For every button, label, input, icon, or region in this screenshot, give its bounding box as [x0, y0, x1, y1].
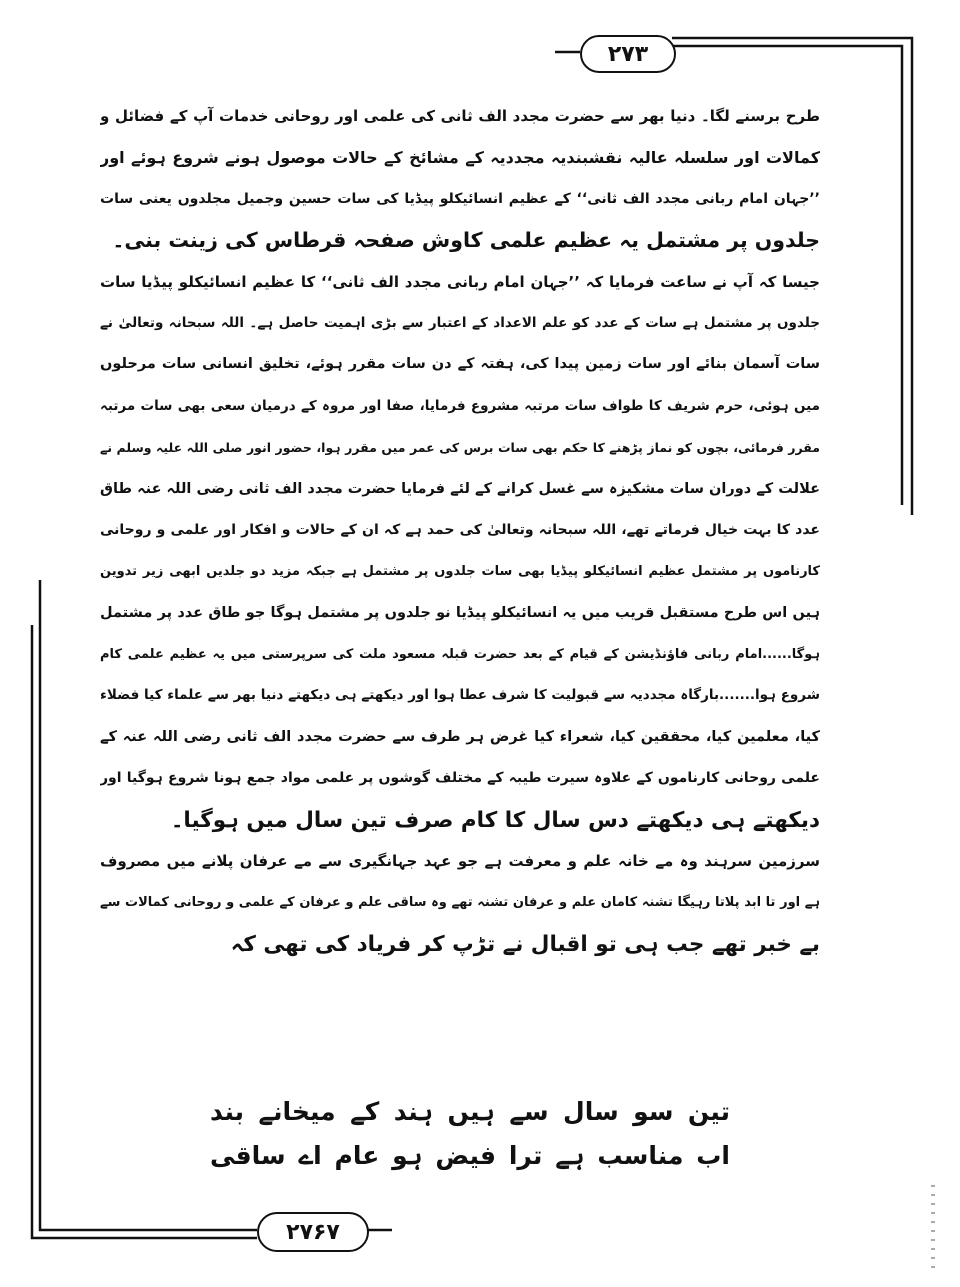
text-line: جلدوں پر مشتمل یہ عظیم علمی کاوش صفحہ قرطاس کی زینت بنی۔	[112, 228, 820, 253]
text-line: علمی روحانی کارناموں کے علاوہ سیرت طیبہ کے مختلف گوشوں پر علمی مواد جمع ہونا شروع ہوگیا اور	[100, 770, 820, 787]
text-line: کمالات اور سلسلہ عالیہ نقشبندیہ مجددیہ کے مشائخ کے حالات موصول ہونے شروع ہوئے اور	[100, 148, 820, 168]
text-line: جلدوں پر مشتمل ہے سات کے عدد کو علم الاعداد کے اعتبار سے بڑی اہمیت حاصل ہے۔ اللہ سبحانہ وتعالیٰ نے	[100, 314, 820, 331]
text-line: دیکھتے ہی دیکھتے دس سال کا کام صرف تین سال میں ہوگیا۔	[170, 807, 820, 833]
text-line: ہے اور تا ابد پلاتا رہیگا تشنہ کامان علم و عرفان تشنہ تھے وہ ساقی علم و عرفان کے علمی و روحانی کمالات سے	[100, 895, 820, 911]
text-line: ہوگا......امام ربانی فاؤنڈیشن کے قیام کے بعد حضرت قبلہ مسعود ملت کی سرپرستی میں یہ عظیم علمی کام	[100, 647, 820, 663]
text-line: عدد کا بہت خیال فرماتے تھے، اللہ سبحانہ وتعالیٰ کی حمد ہے کہ ان کے حالات و افکار اور علمی و روحانی	[100, 521, 820, 538]
text-line: طرح برسنے لگا۔ دنیا بھر سے حضرت مجدد الف ثانی کی علمی اور روحانی خدمات آپ کے فضائل و	[100, 107, 820, 125]
text-line: سات آسمان بنائے اور سات زمین پیدا کی، ہفتہ کے دن سات مقرر ہوئے، تخلیق انسانی سات مرحلوں	[100, 356, 820, 373]
bottom-page-number: ۲۷۶۷	[257, 1212, 369, 1252]
text-line: کیا، معلمین کیا، محققین کیا، شعراء کیا غرض ہر طرف سے حضرت مجدد الف ثانی رضی اللہ عنہ کے	[100, 728, 820, 745]
poetry-couplet	[210, 1090, 730, 1178]
verse-line-1: تین سو سال سے ہیں ہند کے میخانے بند	[210, 1097, 730, 1126]
text-line: ’’جہان امام ربانی مجدد الف ثانی‘‘ کے عظیم انسائیکلو پیڈیا کی سات حسین وجمیل مجلدوں یعنی سات	[100, 190, 820, 207]
text-line: علالت کے دوران سات مشکیزہ سے غسل کرانے کے لئے فرمایا حضرت مجدد الف ثانی رضی اللہ عنہ طاق	[100, 480, 820, 497]
text-line: سرزمین سرہند وہ مے خانہ علم و معرفت ہے جو عہد جہانگیری سے مے عرفان پلانے میں مصروف	[100, 852, 820, 871]
text-line: میں ہوئی، حرم شریف کا طواف سات مرتبہ مشروع فرمایا، صفا اور مروہ کے درمیان سعی بھی سات مرتبہ	[100, 397, 820, 414]
body-text	[100, 96, 820, 965]
text-line: ہیں اس طرح مستقبل قریب میں یہ انسائیکلو پیڈیا نو جلدوں پر مشتمل ہوگا جو طاق عدد پر مشتمل	[100, 604, 820, 621]
text-line: کارناموں پر مشتمل عظیم انسائیکلو پیڈیا بھی سات جلدوں پر مشتمل ہے جبکہ مزید دو جلدیں ابھی زیر تدوین	[100, 564, 820, 580]
verse-line-2: اب مناسب ہے ترا فیض ہو عام اے ساقی	[210, 1141, 730, 1170]
text-line: مقرر فرمائی، بچوں کو نماز پڑھنے کا حکم بھی سات برس کی عمر میں مقرر ہوا، حضور انور صلی اللہ علیہ وسلم نے	[100, 440, 820, 456]
scan-margin-dots	[931, 1185, 935, 1275]
top-page-number: ۲۷۳	[580, 35, 676, 73]
text-line: بے خبر تھے جب ہی تو اقبال نے تڑپ کر فریاد کی تھی کہ	[230, 931, 820, 957]
text-line: جیسا کہ آپ نے ساعت فرمایا کہ ’’جہان امام ربانی مجدد الف ثانی‘‘ کا عظیم انسائیکلو پیڈیا سات	[100, 272, 820, 291]
text-line: شروع ہوا.......بارگاہ مجددیہ سے قبولیت کا شرف عطا ہوا اور دیکھتے ہی دیکھتے دنیا بھر سے علماء کیا فضلاء	[100, 687, 820, 704]
